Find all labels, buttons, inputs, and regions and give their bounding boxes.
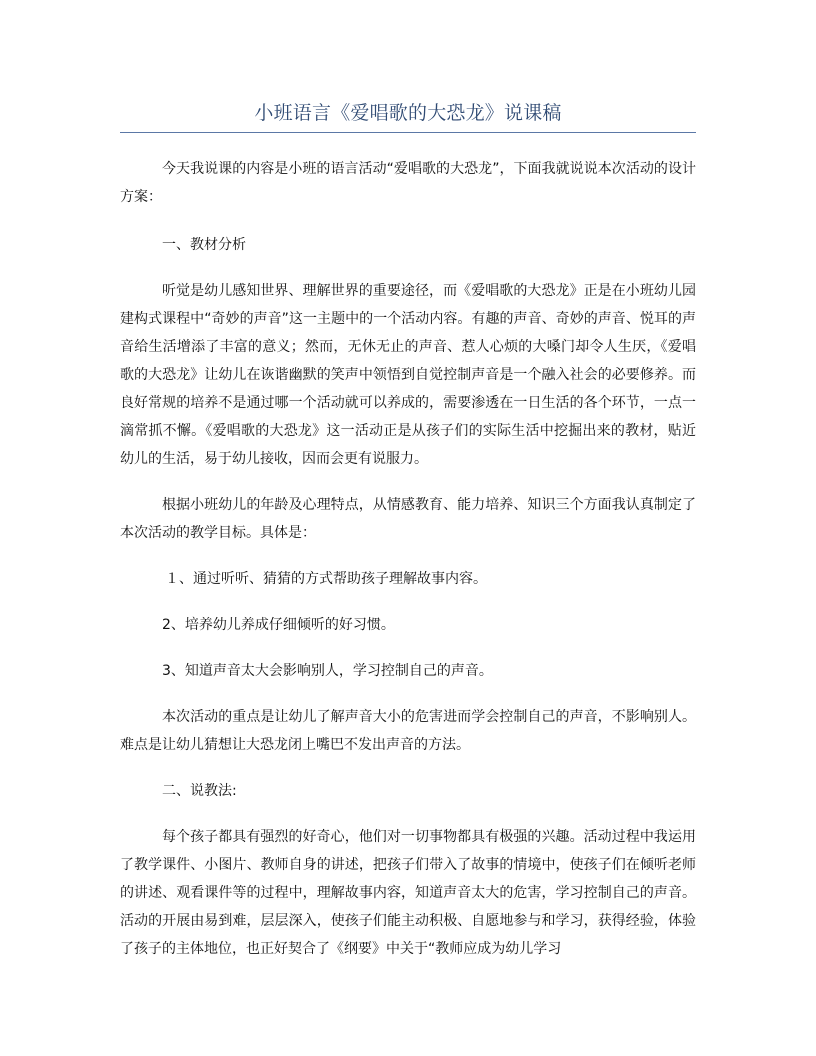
goal-item-2: 2、培养幼儿养成仔细倾听的好习惯。 xyxy=(162,617,395,633)
section-heading-teaching-methods: 二、说教法: xyxy=(162,783,237,799)
document-title: 小班语言《爱唱歌的大恐龙》说课稿 xyxy=(254,102,562,124)
goal-item-1: １、通过听听、猜猜的方式帮助孩子理解故事内容。 xyxy=(165,571,487,587)
document-body xyxy=(120,155,696,963)
title-underline xyxy=(120,132,696,133)
teaching-methods-paragraph: 每个孩子都具有强烈的好奇心，他们对一切事物都具有极强的兴趣。活动过程中我运用了教学课件、小图片、教师自身的讲述，把孩子们带入了故事的情境中，使孩子们在倾听老师的讲述、观看课件等的过程中，理解故事内容，知道声音太大的危害，学习控制自己的声音。活动的开展由易到难，层层深入，使孩子们能主动积极、自愿地参与和学习，获得经验，体验了孩子的主体地位，也正好契合了《纲要》中关于“教师应成为幼儿学习 xyxy=(120,829,696,957)
goal-item-3: 3、知道声音太大会影响别人，学习控制自己的声音。 xyxy=(162,663,493,679)
focus-difficulty-paragraph: 本次活动的重点是让幼儿了解声音大小的危害进而学会控制自己的声音，不影响别人。难点是让幼儿猜想让大恐龙闭上嘴巴不发出声音的方法。 xyxy=(120,709,696,753)
teaching-goals-paragraph: 根据小班幼儿的年龄及心理特点，从情感教育、能力培养、知识三个方面我认真制定了本次活动的教学目标。具体是： xyxy=(120,497,696,541)
section-heading-material-analysis: 一、教材分析 xyxy=(162,237,246,253)
material-analysis-paragraph: 听觉是幼儿感知世界、理解世界的重要途径，而《爱唱歌的大恐龙》正是在小班幼儿园建构式课程中“奇妙的声音”这一主题中的一个活动内容。有趣的声音、奇妙的声音、悦耳的声音给生活增添了丰富的意义；然而，无休无止的声音、惹人心烦的大嗓门却令人生厌，《爱唱歌的大恐龙》让幼儿在诙谐幽默的笑声中领悟到自觉控制声音是一个融入社会的必要修养。而良好常规的培养不是通过哪一个活动就可以养成的，需要渗透在一日生活的各个环节，一点一滴常抓不懈。《爱唱歌的大恐龙》这一活动正是从孩子们的实际生活中挖掘出来的教材，贴近幼儿的生活，易于幼儿接收，因而会更有说服力。 xyxy=(120,283,696,467)
intro-paragraph: 今天我说课的内容是小班的语言活动“爱唱歌的大恐龙”，下面我就说说本次活动的设计方案： xyxy=(120,161,696,205)
